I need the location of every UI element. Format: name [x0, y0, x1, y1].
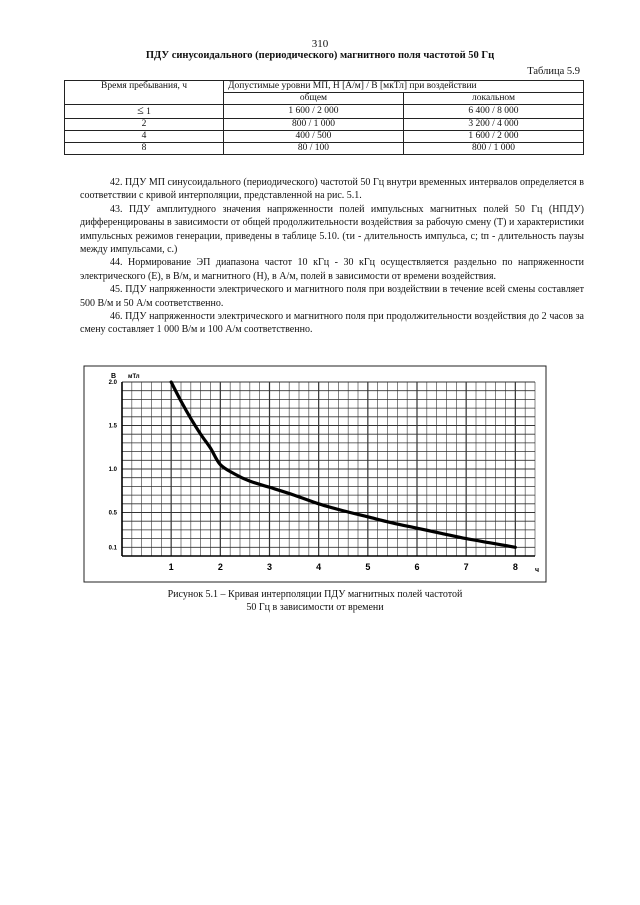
less-equal-symbol: ≤: [137, 103, 144, 117]
cell-local: 3 200 / 4 000: [404, 119, 584, 131]
y-tick-label: 0.1: [108, 545, 117, 552]
x-tick-labels: [169, 562, 518, 572]
figure-frame: [84, 366, 546, 582]
x-tick-label: 3: [266, 562, 273, 572]
caption-line-2: 50 Гц в зависимости от времени: [246, 602, 384, 613]
paragraph-44: 44. Нормирование ЭП диапазона частот 10 кГц - 30 кГц осуществляется раздельно по напряженности электрического (Е), в В/м, и магнитного (Н), в А/м, полей в зависимости от времени воздействия.: [80, 257, 584, 282]
interpolation-chart: [80, 362, 550, 587]
paragraph-42: 42. ПДУ МП синусоидального (периодического) частотой 50 Гц внутри временных интервалов определяется в соответствии с кривой интерполяции, представленной на рис. 5.1.: [80, 177, 584, 202]
cell-time: [65, 105, 224, 119]
table-row: [65, 131, 584, 143]
cell-general: 1 600 / 2 000: [224, 105, 404, 119]
x-tick-label: 2: [217, 562, 223, 572]
x-tick-label: 6: [414, 562, 420, 572]
caption-line-1: Рисунок 5.1 – Кривая интерполяции ПДУ магнитных полей частотой: [167, 589, 463, 600]
x-tick-label: 1: [168, 562, 174, 572]
cell-time: 2: [65, 119, 224, 131]
table-row: [65, 143, 584, 155]
y-tick-label: 1.5: [108, 423, 117, 430]
page-number: 310: [311, 38, 329, 50]
table-header-row: [65, 81, 584, 93]
paragraph-46: 46. ПДУ напряженности электрического и магнитного поля при продолжительности воздействия до 2 часов за смену составляет 1 000 В/м и 100 А/м соответственно.: [80, 311, 584, 336]
header-levels: Допустимые уровни МП, Н [А/м] / В [мкТл] при воздействии: [224, 81, 584, 93]
cell-local: 6 400 / 8 000: [404, 105, 584, 119]
table-label: Таблица 5.9: [527, 66, 580, 77]
interpolation-curve: [171, 382, 515, 547]
time-value: 1: [146, 107, 151, 117]
x-tick-label: 7: [463, 562, 469, 572]
cell-local: 800 / 1 000: [404, 143, 584, 155]
x-tick-label: 4: [316, 562, 322, 572]
y-axis-unit: мТл: [128, 374, 140, 380]
cell-general: 80 / 100: [224, 143, 404, 155]
body-text: [80, 176, 584, 337]
table-row: [65, 119, 584, 131]
cell-general: 400 / 500: [224, 131, 404, 143]
x-tick-label: 8: [512, 562, 518, 572]
cell-local: 1 600 / 2 000: [404, 131, 584, 143]
cell-time: 4: [65, 131, 224, 143]
document-title: ПДУ синусоидального (периодического) магнитного поля частотой 50 Гц: [145, 50, 495, 61]
figure-caption: [80, 588, 550, 614]
cell-general: 800 / 1 000: [224, 119, 404, 131]
header-local: локальном: [404, 93, 584, 105]
y-tick-label: 2.0: [108, 380, 117, 386]
y-tick-label: 1.0: [108, 467, 117, 473]
y-axis-label: В: [111, 373, 117, 380]
x-tick-label: 5: [365, 562, 371, 572]
limits-table: [64, 80, 584, 155]
cell-time: 8: [65, 143, 224, 155]
header-time: Время пребывания, ч: [65, 81, 224, 105]
y-tick-label: 0.5: [108, 510, 117, 517]
paragraph-43: 43. ПДУ амплитудного значения напряженности полей импульсных магнитных полей 50 Гц (НПДУ) дифференцированы в зависимости от общей продолжительности воздействия за рабочую смену (Т) и характеристики импульсных режимов генерации, приведены в таблице 5.10. (τи - длительность импульса, с; tп - длительность паузы между импульсами, с.): [80, 203, 584, 256]
table-row: [65, 105, 584, 119]
figure-5-1: [80, 362, 550, 587]
header-general: общем: [224, 93, 404, 105]
y-tick-labels: [109, 380, 118, 551]
x-axis-label: ч: [535, 567, 540, 574]
paragraph-45: 45. ПДУ напряженности электрического и магнитного поля при воздействии в течение всей смены составляет 500 В/м и 50 А/м соответственно.: [80, 284, 584, 309]
